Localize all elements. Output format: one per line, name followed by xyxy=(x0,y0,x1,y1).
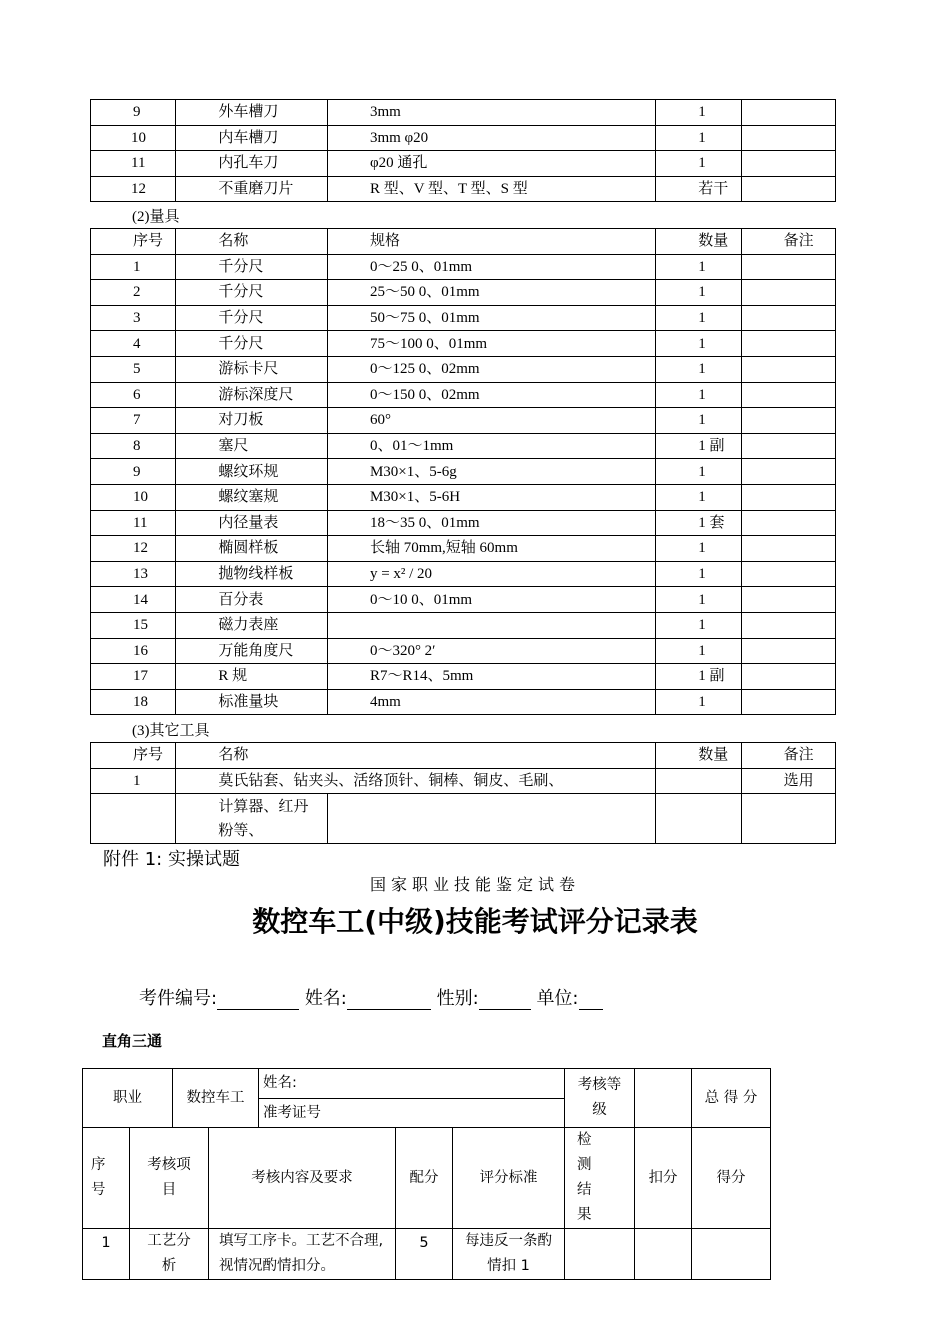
cell-note xyxy=(741,459,835,485)
cell-spec: 0～150 0、02mm xyxy=(327,382,655,408)
cell-qty: 1 xyxy=(656,382,741,408)
cell-note: 选用 xyxy=(741,768,835,794)
cell-no: 13 xyxy=(91,561,176,587)
cell-spec xyxy=(327,794,655,844)
national-exam-title: 国家职业技能鉴定试卷 xyxy=(369,875,580,894)
table-row xyxy=(91,176,836,202)
exam-no-label: 考件编号: xyxy=(139,988,218,1009)
cell-spec: M30×1、5-6H xyxy=(327,484,655,510)
cell-note xyxy=(741,638,835,664)
cell-note xyxy=(741,587,835,613)
cell-note xyxy=(741,664,835,690)
cell-spec: 4mm xyxy=(327,689,655,715)
table-row xyxy=(91,689,836,715)
cell-qty: 1 套 xyxy=(656,510,741,536)
header-qty: 数量 xyxy=(656,229,741,255)
table-row xyxy=(91,638,836,664)
table-row xyxy=(91,612,836,638)
cell-no: 9 xyxy=(91,459,176,485)
row1-deduct[interactable] xyxy=(635,1229,692,1280)
table-row xyxy=(91,794,836,844)
cell-no: 1 xyxy=(91,254,176,280)
header-qty: 数量 xyxy=(656,743,741,769)
cell-qty xyxy=(656,768,741,794)
cell-qty: 1 xyxy=(656,331,741,357)
subject-title: 直角三通 xyxy=(102,1032,163,1050)
header-item: 考核项目 xyxy=(130,1128,209,1229)
cell-no: 11 xyxy=(91,151,176,177)
cell-name: 外车槽刀 xyxy=(176,100,328,126)
cell-qty: 1 xyxy=(656,689,741,715)
row1-criteria: 每违反一条酌情扣 1 xyxy=(453,1229,565,1280)
header-no: 序号 xyxy=(83,1128,130,1229)
table-header-row xyxy=(91,743,836,769)
table-row xyxy=(91,408,836,434)
cell-qty: 1 xyxy=(656,254,741,280)
gender-field[interactable] xyxy=(479,991,531,1010)
header-spec: 规格 xyxy=(327,229,655,255)
cell-qty: 1 xyxy=(656,612,741,638)
name-label: 姓名: xyxy=(304,988,347,1009)
table-row xyxy=(91,356,836,382)
cell-note xyxy=(741,176,835,202)
header-name: 名称 xyxy=(176,229,328,255)
level-value[interactable] xyxy=(635,1069,692,1128)
name-field[interactable] xyxy=(347,991,431,1010)
cell-name: 千分尺 xyxy=(176,331,328,357)
table-row xyxy=(91,587,836,613)
cell-no: 10 xyxy=(91,484,176,510)
cell-note xyxy=(741,100,835,126)
cell-spec: 0、01～1mm xyxy=(327,433,655,459)
cell-qty: 1 xyxy=(656,536,741,562)
cell-no: 5 xyxy=(91,356,176,382)
table-row xyxy=(91,561,836,587)
cell-spec: 18～35 0、01mm xyxy=(327,510,655,536)
table-row xyxy=(91,280,836,306)
cell-note xyxy=(741,484,835,510)
tools-table-continued xyxy=(90,99,836,202)
cell-name: 万能角度尺 xyxy=(176,638,328,664)
cell-spec: 60° xyxy=(327,408,655,434)
table-row xyxy=(91,305,836,331)
cell-no: 17 xyxy=(91,664,176,690)
row1-item: 工艺分析 xyxy=(130,1229,209,1280)
cert-label-cell: 准考证号 xyxy=(259,1098,565,1128)
cell-spec: 0～125 0、02mm xyxy=(327,356,655,382)
cell-no: 7 xyxy=(91,408,176,434)
header-score: 得分 xyxy=(692,1128,771,1229)
cell-note xyxy=(741,794,835,844)
cell-no: 6 xyxy=(91,382,176,408)
table-row xyxy=(91,382,836,408)
cell-spec: 0～10 0、01mm xyxy=(327,587,655,613)
cell-qty: 1 xyxy=(656,408,741,434)
table-row xyxy=(91,768,836,794)
cell-spec xyxy=(327,612,655,638)
cell-qty xyxy=(656,794,741,844)
cell-qty: 1 xyxy=(656,561,741,587)
table-row xyxy=(91,125,836,151)
cell-spec: 3mm φ20 xyxy=(327,125,655,151)
cell-qty: 1 xyxy=(656,356,741,382)
cell-note xyxy=(741,561,835,587)
cell-name: 塞尺 xyxy=(176,433,328,459)
measure-table xyxy=(90,228,836,715)
cell-note xyxy=(741,382,835,408)
cell-note xyxy=(741,408,835,434)
unit-field[interactable] xyxy=(579,991,603,1010)
cell-note xyxy=(741,433,835,459)
candidate-info-line xyxy=(139,984,603,1010)
cell-name: 百分表 xyxy=(176,587,328,613)
cell-no: 16 xyxy=(91,638,176,664)
job-label: 职业 xyxy=(83,1069,173,1128)
cell-no: 1 xyxy=(91,768,176,794)
table-row xyxy=(91,510,836,536)
header-note: 备注 xyxy=(741,229,835,255)
cell-name: 对刀板 xyxy=(176,408,328,434)
gender-label: 性别: xyxy=(436,988,479,1009)
cell-note xyxy=(741,612,835,638)
cell-no: 8 xyxy=(91,433,176,459)
header-result: 检测结果 xyxy=(565,1128,635,1229)
header-no: 序号 xyxy=(91,743,176,769)
cell-qty: 1 xyxy=(656,151,741,177)
exam-no-field[interactable] xyxy=(217,991,299,1010)
table-row xyxy=(91,151,836,177)
cell-note xyxy=(741,305,835,331)
cell-qty: 1 xyxy=(656,280,741,306)
row1-result[interactable] xyxy=(565,1229,635,1280)
cell-no: 14 xyxy=(91,587,176,613)
header-points: 配分 xyxy=(396,1128,453,1229)
cell-name: 内径量表 xyxy=(176,510,328,536)
cell-name: 椭圆样板 xyxy=(176,536,328,562)
cell-name: 千分尺 xyxy=(176,254,328,280)
total-score-label: 总 得 分 xyxy=(692,1069,771,1128)
cell-spec: 0～25 0、01mm xyxy=(327,254,655,280)
cell-qty: 1 xyxy=(656,638,741,664)
cell-spec: 75～100 0、01mm xyxy=(327,331,655,357)
table-row xyxy=(91,254,836,280)
cell-note xyxy=(741,125,835,151)
table-row xyxy=(91,100,836,126)
cell-qty: 1 xyxy=(656,587,741,613)
cell-name: 游标深度尺 xyxy=(176,382,328,408)
page-title: 数控车工(中级)技能考试评分记录表 xyxy=(252,905,698,938)
row1-content: 填写工序卡。工艺不合理, 视情况酌情扣分。 xyxy=(209,1229,396,1280)
cell-note xyxy=(741,331,835,357)
cell-name: 内孔车刀 xyxy=(176,151,328,177)
cell-note xyxy=(741,510,835,536)
cell-note xyxy=(741,280,835,306)
cell-name: 计算器、红丹粉等、 xyxy=(176,794,328,844)
cell-no: 18 xyxy=(91,689,176,715)
table-row xyxy=(91,433,836,459)
cell-no: 12 xyxy=(91,176,176,202)
table-row xyxy=(91,331,836,357)
cell-note xyxy=(741,254,835,280)
header-content: 考核内容及要求 xyxy=(209,1128,396,1229)
cell-name: 内车槽刀 xyxy=(176,125,328,151)
table-header-row xyxy=(91,229,836,255)
header-deduct: 扣分 xyxy=(635,1128,692,1229)
cell-name: 莫氏钻套、钻夹头、活络顶针、铜棒、铜皮、毛刷、 xyxy=(176,768,656,794)
cell-name: 不重磨刀片 xyxy=(176,176,328,202)
cell-spec: 0～320° 2′ xyxy=(327,638,655,664)
cell-name: 千分尺 xyxy=(176,280,328,306)
cell-qty: 1 xyxy=(656,459,741,485)
row1-no: 1 xyxy=(83,1229,130,1280)
cell-name: 螺纹环规 xyxy=(176,459,328,485)
other-section-title: (3)其它工具 xyxy=(132,723,210,739)
cell-spec: 3mm xyxy=(327,100,655,126)
cell-note xyxy=(741,689,835,715)
cell-name: R 规 xyxy=(176,664,328,690)
cell-qty: 1 副 xyxy=(656,664,741,690)
cell-note xyxy=(741,151,835,177)
cell-qty: 1 xyxy=(656,100,741,126)
cell-note xyxy=(741,356,835,382)
cell-spec: R7～R14、5mm xyxy=(327,664,655,690)
cell-no: 15 xyxy=(91,612,176,638)
cell-qty: 1 副 xyxy=(656,433,741,459)
header-criteria: 评分标准 xyxy=(453,1128,565,1229)
cell-note xyxy=(741,536,835,562)
cell-spec: 50～75 0、01mm xyxy=(327,305,655,331)
cell-qty: 1 xyxy=(656,305,741,331)
table-row xyxy=(91,664,836,690)
row1-points: 5 xyxy=(396,1229,453,1280)
level-label: 考核等级 xyxy=(565,1069,635,1128)
cell-no: 3 xyxy=(91,305,176,331)
attachment-label: 附件 1: 实操试题 xyxy=(103,849,240,870)
table-row xyxy=(91,536,836,562)
header-note: 备注 xyxy=(741,743,835,769)
table-row xyxy=(91,459,836,485)
cell-spec: R 型、V 型、T 型、S 型 xyxy=(327,176,655,202)
cell-qty: 若干 xyxy=(656,176,741,202)
cell-no: 12 xyxy=(91,536,176,562)
cell-no: 4 xyxy=(91,331,176,357)
cell-no: 2 xyxy=(91,280,176,306)
cell-spec: y = x² / 20 xyxy=(327,561,655,587)
cell-spec: 长轴 70mm,短轴 60mm xyxy=(327,536,655,562)
cell-spec: M30×1、5-6g xyxy=(327,459,655,485)
cell-qty: 1 xyxy=(656,125,741,151)
table-row xyxy=(91,484,836,510)
cell-name: 抛物线样板 xyxy=(176,561,328,587)
cell-name: 千分尺 xyxy=(176,305,328,331)
cell-qty: 1 xyxy=(656,484,741,510)
cell-name: 磁力表座 xyxy=(176,612,328,638)
cell-name: 游标卡尺 xyxy=(176,356,328,382)
job-value: 数控车工 xyxy=(173,1069,259,1128)
score-table xyxy=(82,1068,771,1280)
cell-spec: 25～50 0、01mm xyxy=(327,280,655,306)
cell-spec: φ20 通孔 xyxy=(327,151,655,177)
cell-name: 标准量块 xyxy=(176,689,328,715)
cell-name: 螺纹塞规 xyxy=(176,484,328,510)
measure-section-title: (2)量具 xyxy=(132,209,180,225)
header-name: 名称 xyxy=(176,743,656,769)
cell-no: 10 xyxy=(91,125,176,151)
cell-no xyxy=(91,794,176,844)
cell-no: 11 xyxy=(91,510,176,536)
name-label-cell: 姓名: xyxy=(259,1069,565,1099)
other-tools-table xyxy=(90,742,836,844)
cell-no: 9 xyxy=(91,100,176,126)
header-no: 序号 xyxy=(91,229,176,255)
unit-label: 单位: xyxy=(536,988,579,1009)
row1-score[interactable] xyxy=(692,1229,771,1280)
